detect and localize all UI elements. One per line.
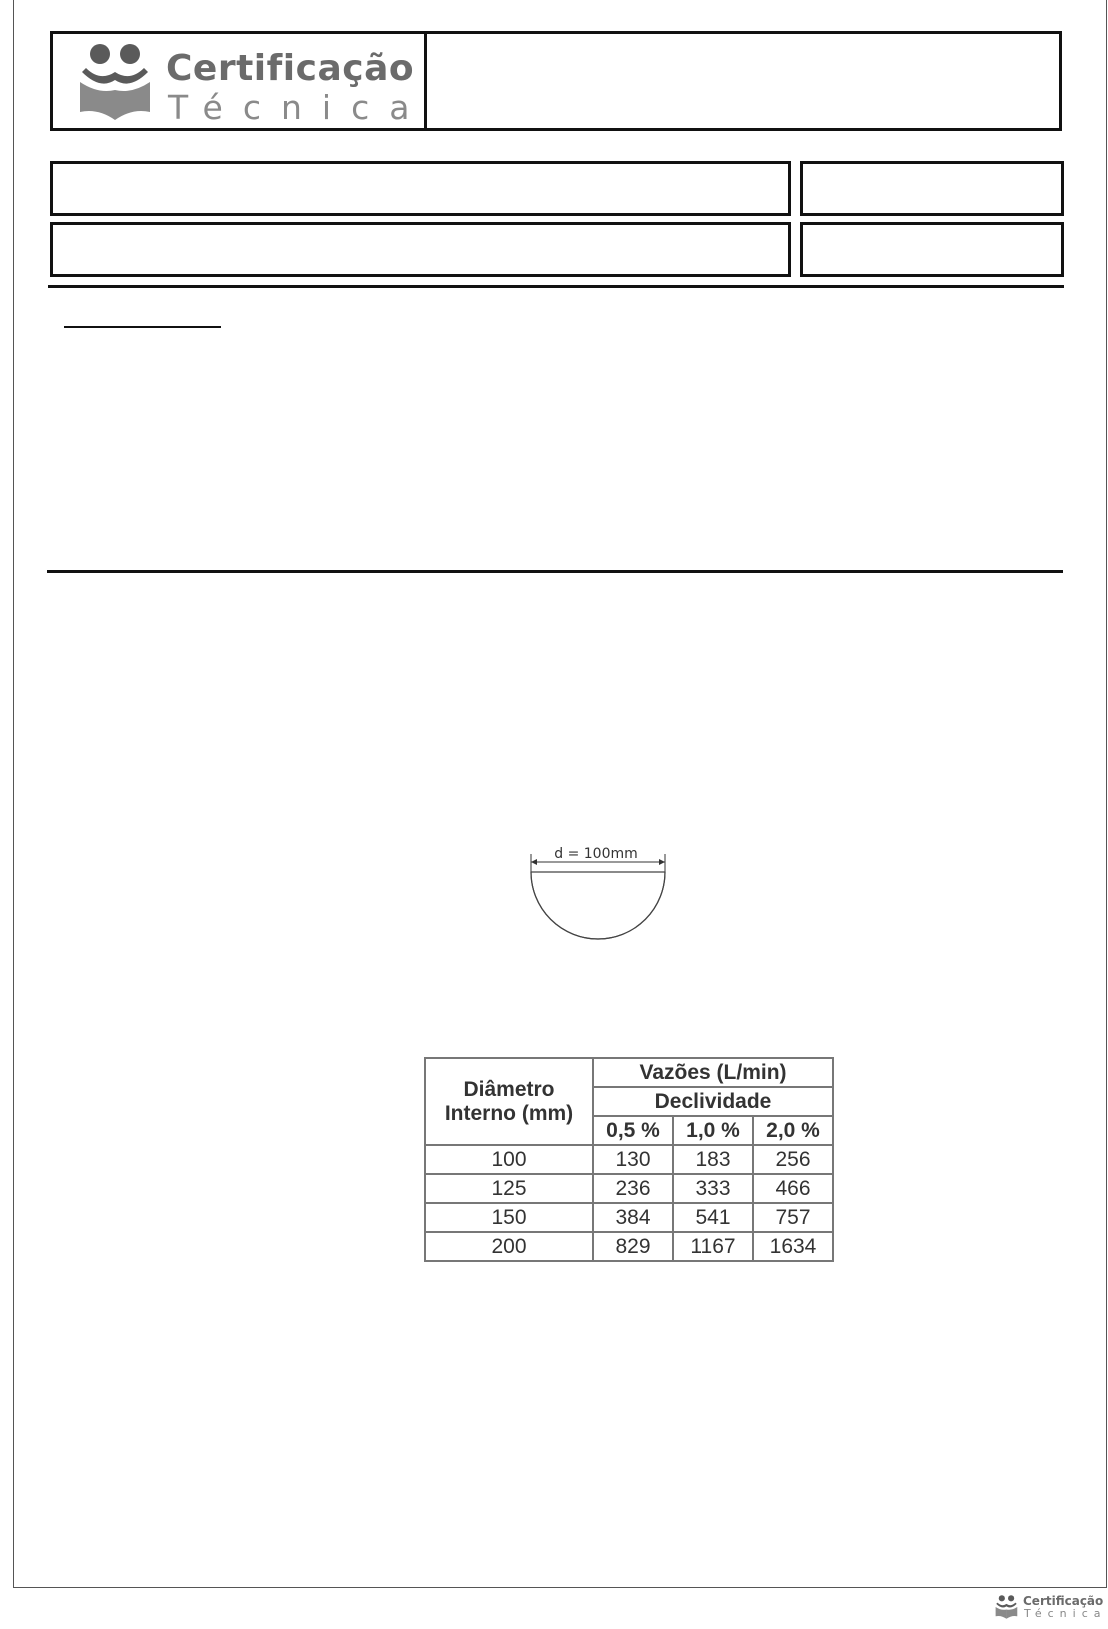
table-row <box>425 1174 833 1203</box>
slope-col-header: 2,0 % <box>753 1116 833 1145</box>
table-row <box>425 1145 833 1174</box>
info-field-1 <box>50 161 791 216</box>
title-box <box>424 31 1062 131</box>
book-people-icon <box>995 1594 1021 1620</box>
diameter-cell: 150 <box>425 1203 593 1232</box>
dimension-label: d = 100mm <box>554 846 638 862</box>
brand-name: Certificação <box>166 48 415 89</box>
gutter-section <box>531 872 665 939</box>
section-underline <box>64 326 221 328</box>
flow-cell: 466 <box>753 1174 833 1203</box>
flow-cell: 1167 <box>673 1232 753 1261</box>
table-row <box>425 1203 833 1232</box>
flow-table <box>424 1057 834 1262</box>
flow-cell: 183 <box>673 1145 753 1174</box>
brand-logo <box>78 42 430 127</box>
footer-logo <box>993 1592 1107 1622</box>
info-field-2 <box>800 161 1064 216</box>
diameter-header-line2: Interno (mm) <box>444 1101 574 1125</box>
slope-col-header: 1,0 % <box>673 1116 753 1145</box>
diameter-cell: 125 <box>425 1174 593 1203</box>
diameter-header-line1: Diâmetro <box>463 1077 555 1101</box>
info-field-3 <box>50 222 791 277</box>
flow-cell: 236 <box>593 1174 673 1203</box>
flow-cell: 256 <box>753 1145 833 1174</box>
book-people-icon <box>78 42 162 122</box>
gutter-arc <box>531 872 665 939</box>
diameter-header <box>425 1058 593 1145</box>
flow-cell: 130 <box>593 1145 673 1174</box>
arrow-right-icon <box>659 859 665 865</box>
footer-brand-name: Certificação <box>1023 1594 1104 1608</box>
gutter-diagram <box>525 840 675 960</box>
flow-cell: 829 <box>593 1232 673 1261</box>
section-divider <box>47 570 1063 573</box>
flow-cell: 333 <box>673 1174 753 1203</box>
flow-cell: 541 <box>673 1203 753 1232</box>
diameter-cell: 100 <box>425 1145 593 1174</box>
table-row <box>425 1232 833 1261</box>
slope-col-header: 0,5 % <box>593 1116 673 1145</box>
flow-cell: 757 <box>753 1203 833 1232</box>
flow-cell: 384 <box>593 1203 673 1232</box>
diameter-cell: 200 <box>425 1232 593 1261</box>
brand-subtitle: Técnica <box>168 88 430 127</box>
header-divider <box>48 285 1064 288</box>
slope-header: Declividade <box>593 1087 833 1116</box>
arrow-left-icon <box>531 859 537 865</box>
info-field-4 <box>800 222 1064 277</box>
flow-cell: 1634 <box>753 1232 833 1261</box>
footer-brand-subtitle: Técnica <box>1024 1607 1107 1620</box>
flow-header: Vazões (L/min) <box>593 1058 833 1087</box>
